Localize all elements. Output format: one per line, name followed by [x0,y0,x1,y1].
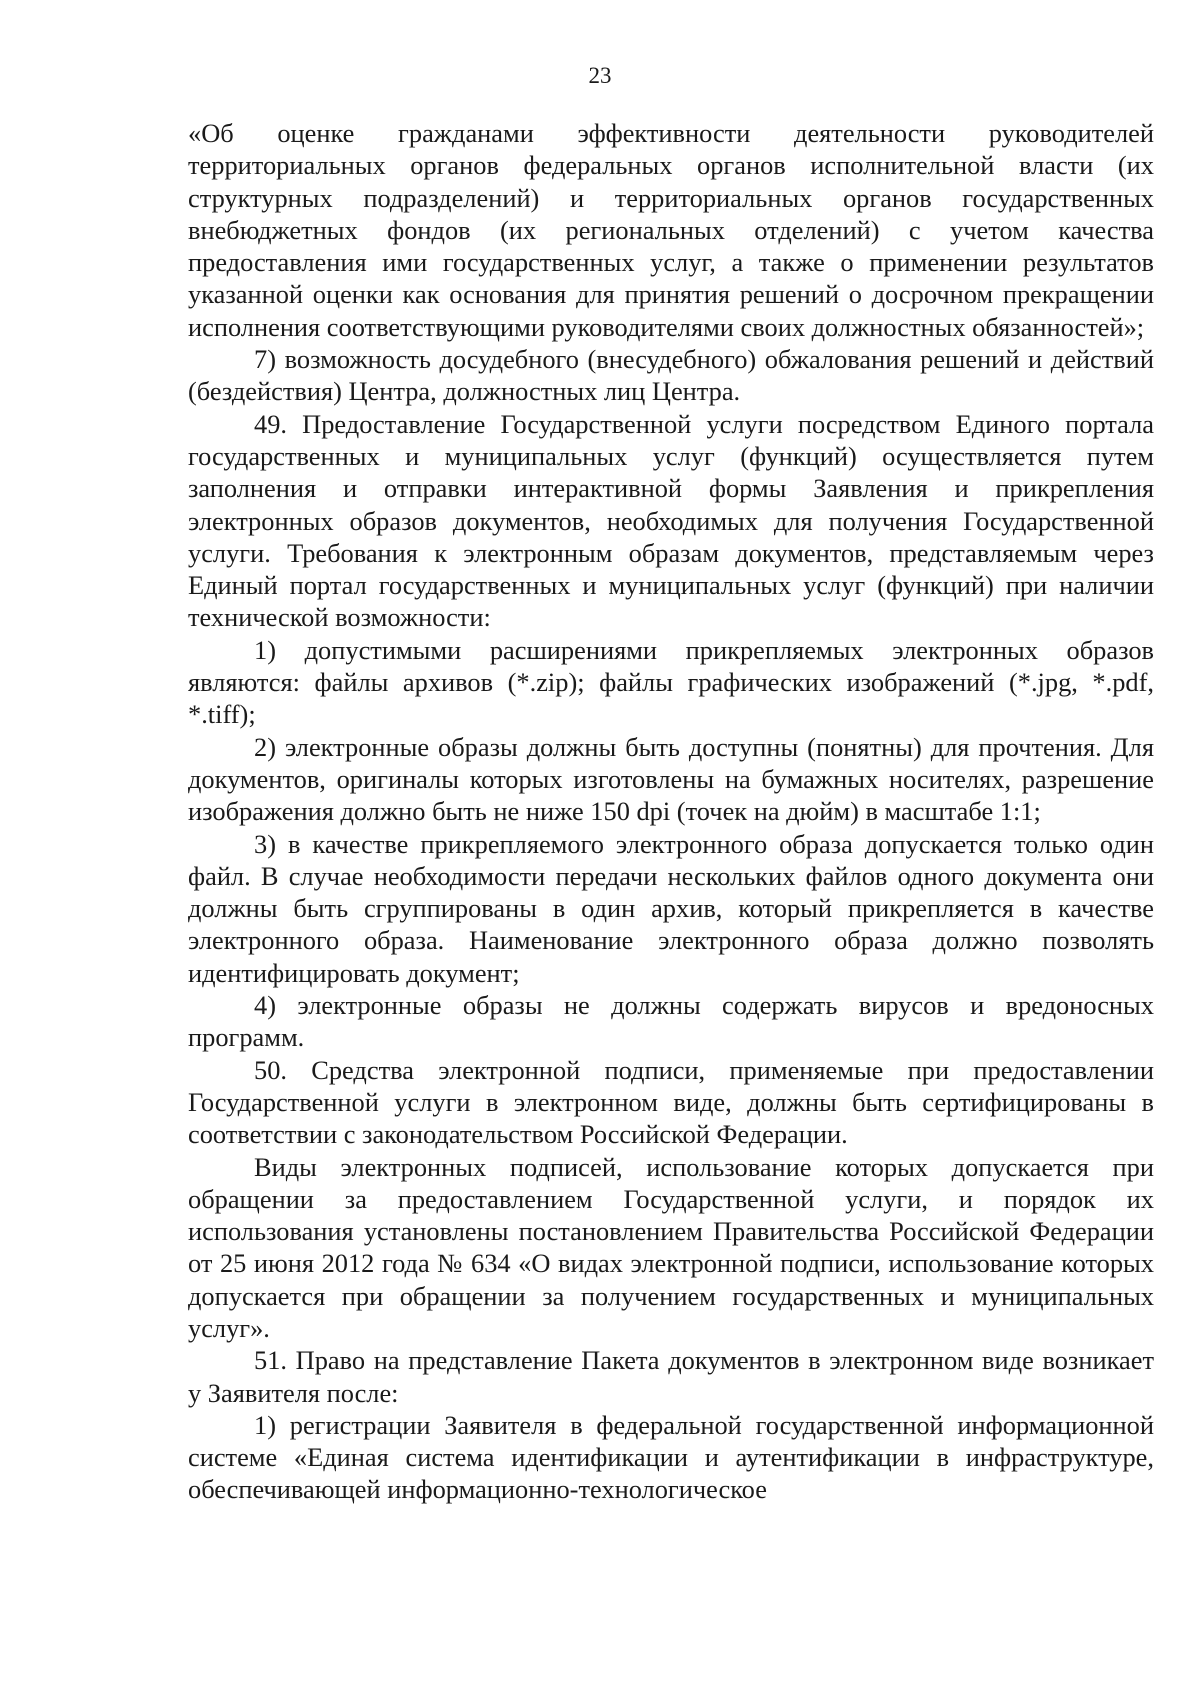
paragraph-clause-49: 49. Предоставление Государственной услуги посредством Единого портала государственных и муниципальных услуг (функций) осуществляется путем заполнения и отправки интерактивной формы Заявления и прикрепления электронных образов документов, необходимых для получения Государственной услуги. Требования к электронным образам документов, представляемым через Единый портал государственных и муниципальных услуг (функций) при наличии технической возможности: [188,408,1154,633]
paragraph-clause-51: 51. Право на представление Пакета документов в электронном виде возникает у Заявителя после: [188,1345,1154,1408]
paragraph-clause-50-signatures: Виды электронных подписей, использование которых допускается при обращении за предоставлением Государственной услуги, и порядок их использования установлены постановлением Правительства Российской Федерации от 25 июня 2012 года № 634 «О видах электронной подписи, использование которых допускается при обращении за получением государственных и муниципальных услуг». [188,1151,1154,1343]
paragraph-clause-49-item-1: 1) допустимыми расширениями прикрепляемых электронных образов являются: файлы архивов (*.zip); файлы графических изображений (*.jpg, *.pdf, *.tiff); [188,634,1154,730]
paragraph-clause-50: 50. Средства электронной подписи, применяемые при предоставлении Государственной услуги в электронном виде, должны быть сертифицированы в соответствии с законодательством Российской Федерации. [188,1054,1154,1150]
paragraph-item-7: 7) возможность досудебного (внесудебного) обжалования решений и действий (бездействия) Центра, должностных лиц Центра. [188,344,1154,407]
paragraph-clause-49-item-4: 4) электронные образы не должны содержать вирусов и вредоносных программ. [188,990,1154,1053]
paragraph-clause-49-item-3: 3) в качестве прикрепляемого электронного образа допускается только один файл. В случае необходимости передачи нескольких файлов одного документа они должны быть сгруппированы в один архив, который прикрепляется в качестве электронного образа. Наименование электронного образа должно позволять идентифицировать документ; [188,828,1154,988]
paragraph-quote-continuation: «Об оценке гражданами эффективности деятельности руководителей территориальных органов федеральных органов исполнительной власти (их структурных подразделений) и территориальных органов государственных внебюджетных фондов (их региональных отделений) с учетом качества предоставления ими государственных услуг, а также о применении результатов указанной оценки как основания для принятия решений о досрочном прекращении исполнения соответствующими руководителями своих должностных обязанностей»; [188,118,1154,342]
document-body [188,117,1154,1506]
paragraph-clause-51-item-1: 1) регистрации Заявителя в федеральной государственной информационной системе «Единая система идентификации и аутентификации в инфраструктуре, обеспечивающей информационно-технологическое [188,1409,1154,1505]
paragraph-clause-49-item-2: 2) электронные образы должны быть доступны (понятны) для прочтения. Для документов, оригиналы которых изготовлены на бумажных носителях, разрешение изображения должно быть не ниже 150 dpi (точек на дюйм) в масштабе 1:1; [188,731,1154,827]
page-number: 23 [588,63,612,88]
